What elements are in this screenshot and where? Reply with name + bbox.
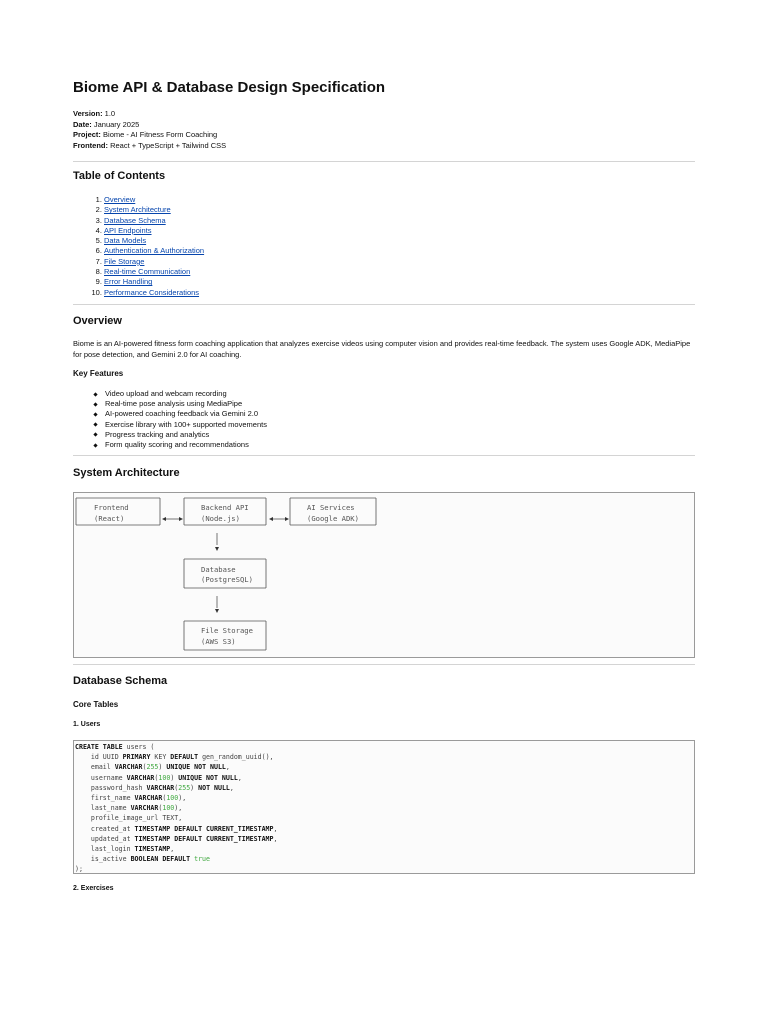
node-storage-name: File Storage (201, 626, 253, 635)
divider (73, 304, 695, 305)
code-token: last_login (75, 845, 135, 854)
code-token: UNIQUE NOT NULL (178, 773, 238, 782)
code-token: VARCHAR (134, 794, 163, 803)
code-token: TIMESTAMP DEFAULT CURRENT_TIMESTAMP (134, 824, 274, 833)
code-token: id UUID (75, 753, 123, 762)
schema-heading: Database Schema (73, 675, 168, 687)
toc-link-error-handling[interactable]: Error Handling (104, 277, 153, 287)
code-line (75, 814, 182, 822)
list-item: Video upload and webcam recording (105, 389, 267, 399)
meta-version: Version: 1.0 (73, 109, 116, 118)
document-title: Biome API & Database Design Specification (73, 79, 386, 96)
code-token: password_hash (75, 783, 147, 792)
meta-date: Date: January 2025 (73, 119, 140, 129)
code-token: username (75, 773, 127, 782)
toc-link-performance[interactable]: Performance Considerations (104, 287, 200, 297)
code-line (75, 743, 154, 751)
toc-link-real-time[interactable]: Real-time Communication (104, 267, 191, 277)
node-frontend-name: Frontend (94, 503, 129, 512)
code-line (75, 804, 182, 812)
code-token: ) (190, 783, 199, 792)
arrow-down-icon (215, 609, 219, 613)
toc-item (104, 267, 204, 277)
code-token: last_name (75, 804, 131, 813)
divider (73, 161, 695, 162)
node-backend-sub: (Node.js) (201, 514, 240, 523)
code-token: , (170, 845, 175, 854)
toc-item (104, 236, 204, 246)
toc-link-overview[interactable]: Overview (104, 195, 136, 204)
code-token: 255 (178, 783, 191, 792)
code-token: , (229, 783, 234, 792)
code-line (75, 794, 186, 802)
node-frontend-sub: (React) (94, 514, 125, 523)
code-token: VARCHAR (114, 763, 143, 772)
code-token: true (194, 855, 210, 864)
code-token: , (273, 834, 278, 843)
list-item: Progress tracking and analytics (105, 430, 267, 440)
sql-code (74, 741, 694, 875)
list-item: Exercise library with 100+ supported movements (105, 419, 267, 429)
code-token: TIMESTAMP (134, 845, 171, 854)
code-token: gen_random_uuid(), (198, 753, 274, 762)
code-token: updated_at (75, 834, 135, 843)
node-database-name: Database (201, 565, 236, 574)
code-token: 100 (166, 794, 179, 803)
node-ai-sub: (Google ADK) (307, 514, 359, 523)
code-token: BOOLEAN DEFAULT (130, 855, 191, 864)
code-line (75, 763, 230, 771)
code-token: ), (178, 794, 187, 803)
code-line (75, 865, 83, 873)
code-token: created_at (75, 824, 135, 833)
code-line (75, 835, 277, 843)
code-token: ); (75, 865, 83, 874)
toc-item (104, 226, 204, 236)
code-line (75, 753, 274, 761)
key-features-heading: Key Features (73, 369, 124, 378)
arrow-left-icon (269, 517, 273, 521)
node-database-sub: (PostgreSQL) (201, 575, 253, 584)
code-token: VARCHAR (130, 804, 159, 813)
code-token: PRIMARY (122, 753, 151, 762)
divider (73, 664, 695, 665)
code-block (73, 740, 695, 874)
node-storage-sub: (AWS S3) (201, 637, 236, 646)
code-token: ) (170, 773, 179, 782)
code-token: VARCHAR (146, 783, 175, 792)
list-item: Form quality scoring and recommendations (105, 440, 267, 450)
code-token: ( (162, 794, 167, 803)
arrow-right-icon (179, 517, 183, 521)
overview-heading: Overview (73, 315, 122, 327)
code-token: , (273, 824, 278, 833)
code-token: NOT NULL (198, 783, 230, 792)
code-token: , (225, 763, 230, 772)
arrow-right-icon (285, 517, 289, 521)
arrow-down-icon (215, 547, 219, 551)
architecture-heading: System Architecture (73, 467, 180, 479)
code-line (75, 855, 210, 863)
code-line (75, 825, 277, 833)
table-of-contents (73, 195, 204, 298)
code-token: email (75, 763, 115, 772)
code-line (75, 774, 242, 782)
code-token: is_active (75, 855, 131, 864)
code-token: first_name (75, 794, 135, 803)
users-table-heading: 1. Users (73, 721, 101, 728)
code-token: ( (142, 763, 147, 772)
code-line (75, 784, 234, 792)
code-token: UNIQUE NOT NULL (166, 763, 226, 772)
code-token: profile_image_url TEXT, (75, 814, 183, 823)
meta-frontend: Frontend: React + TypeScript + Tailwind CSS (73, 140, 227, 150)
node-ai-name: AI Services (307, 503, 355, 512)
code-token: 100 (158, 773, 171, 782)
toc-item (104, 216, 204, 226)
toc-link-authentication[interactable]: Authentication & Authorization (104, 246, 205, 256)
toc-link-api-endpoints[interactable]: API Endpoints (104, 225, 152, 235)
code-line (75, 845, 174, 853)
overview-paragraph: Biome is an AI-powered fitness form coaching application that analyzes exercise videos using computer vision and provides real-time feedback. The system uses Google ADK, MediaPipe for pose detection, and Gemini 2.0 for AI coaching. (73, 339, 691, 359)
toc-item (104, 246, 204, 256)
architecture-diagram (73, 492, 695, 658)
code-token: ) (158, 763, 167, 772)
toc-link-database-schema[interactable]: Database Schema (104, 215, 166, 225)
toc-item (104, 257, 204, 267)
toc-heading: Table of Contents (73, 170, 166, 182)
list-item: Real-time pose analysis using MediaPipe (105, 399, 267, 409)
code-token: , (237, 773, 242, 782)
code-token: TIMESTAMP DEFAULT CURRENT_TIMESTAMP (134, 834, 274, 843)
toc-item (104, 195, 204, 205)
code-token: DEFAULT (170, 753, 199, 762)
toc-item (104, 205, 204, 215)
code-token: ( (174, 783, 179, 792)
document-meta (73, 109, 226, 151)
meta-project: Project: Biome - AI Fitness Form Coaching (73, 130, 218, 139)
arrow-left-icon (162, 517, 166, 521)
code-token: users ( (122, 743, 155, 751)
toc-item (104, 288, 204, 298)
features-list (73, 389, 267, 450)
divider (73, 455, 695, 456)
toc-item (104, 277, 204, 287)
code-token: 255 (146, 763, 159, 772)
toc-link-data-models[interactable]: Data Models (104, 236, 147, 246)
code-token: KEY (150, 753, 171, 762)
toc-link-file-storage[interactable]: File Storage (104, 256, 145, 266)
code-token: VARCHAR (126, 773, 155, 782)
architecture-svg (74, 493, 694, 657)
code-token: ( (158, 804, 163, 813)
list-item: AI-powered coaching feedback via Gemini 2.0 (105, 409, 267, 419)
node-backend-name: Backend API (201, 503, 249, 512)
toc-link-system-architecture[interactable]: System Architecture (104, 205, 171, 215)
exercises-table-heading: 2. Exercises (73, 885, 114, 892)
code-token: CREATE TABLE (75, 743, 123, 751)
code-token: ( (154, 773, 159, 782)
code-token: 100 (162, 804, 175, 813)
code-token: ), (174, 804, 183, 813)
core-tables-heading: Core Tables (73, 700, 119, 709)
